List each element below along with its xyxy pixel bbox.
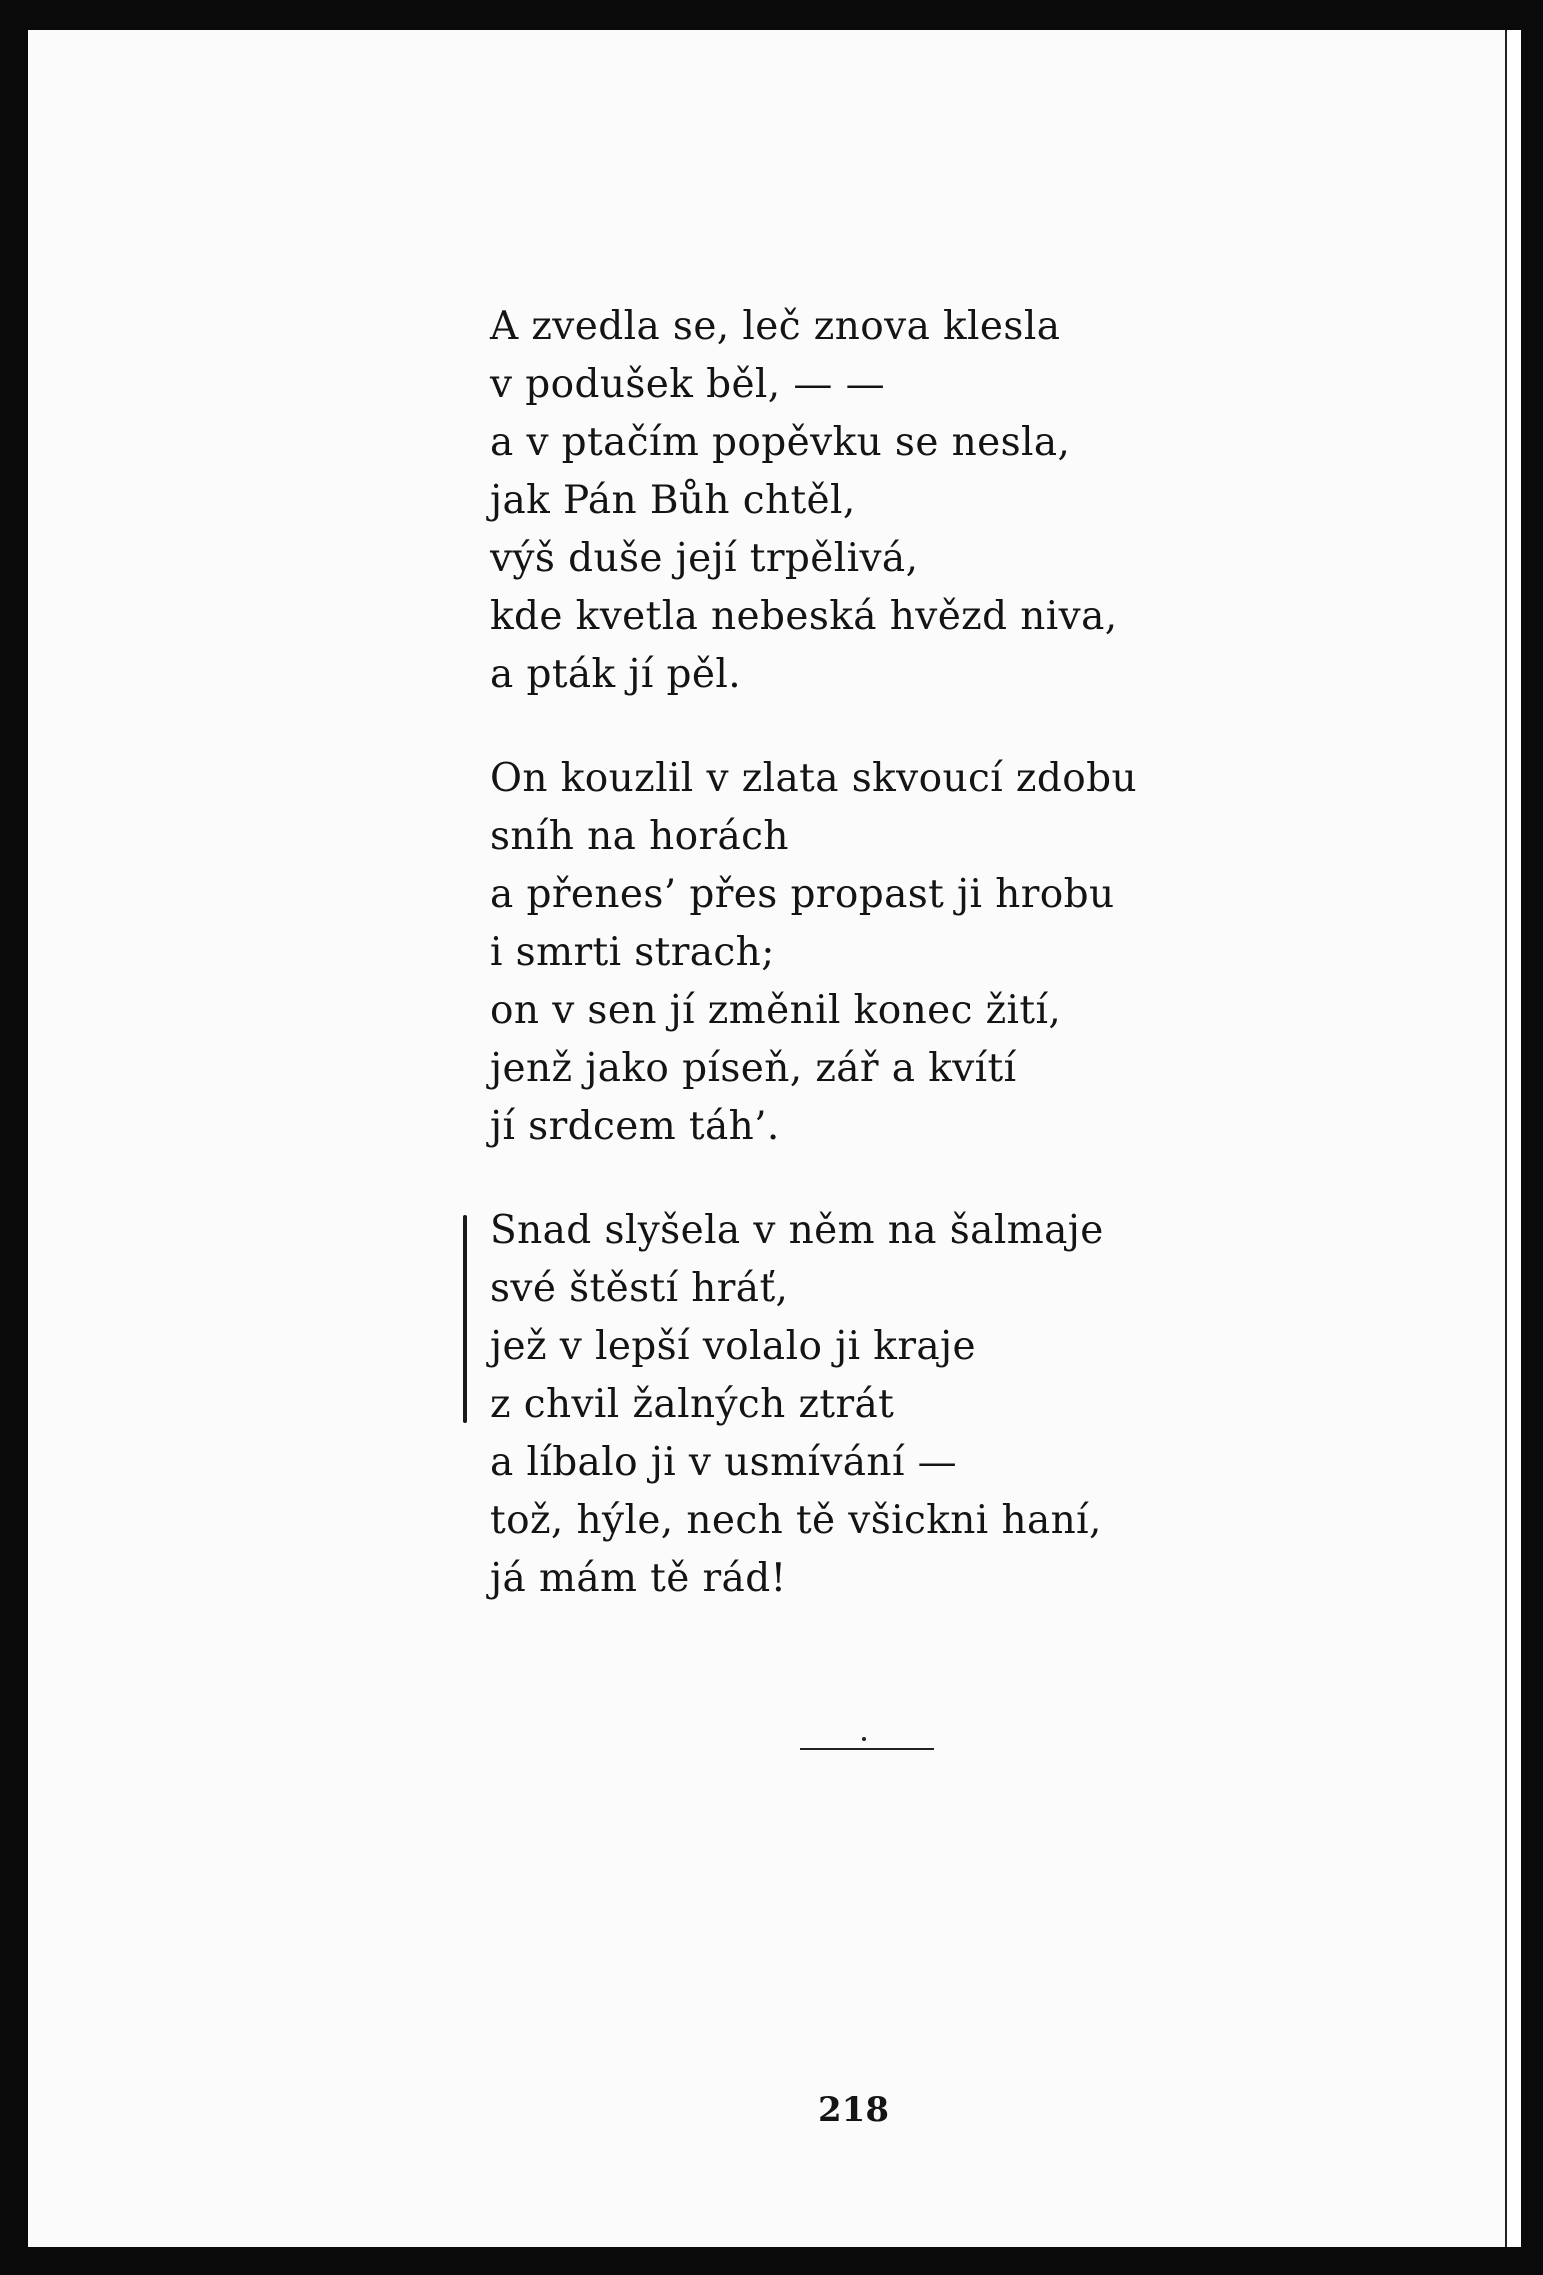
poem-line: své štěstí hráť, [490, 1266, 789, 1311]
page-edge [1505, 30, 1521, 2247]
poem-line: sníh na horách [490, 814, 789, 859]
book-page [28, 30, 1521, 2247]
end-rule-dot [862, 1737, 866, 1741]
poem-line: a v ptačím popěvku se nesla, [490, 420, 1071, 465]
poem-line: já mám tě rád! [490, 1556, 787, 1601]
poem-line: a pták jí pěl. [490, 652, 742, 697]
poem-line: jak Pán Bůh chtěl, [490, 478, 856, 523]
poem-line: z chvil žalných ztrát [490, 1382, 895, 1427]
page-number: 218 [818, 2090, 889, 2130]
poem-line: On kouzlil v zlata skvoucí zdobu [490, 756, 1137, 801]
stanza-2 [490, 750, 1250, 1156]
end-rule [800, 1748, 934, 1750]
poem-line: jenž jako píseň, zář a kvítí [490, 1046, 1017, 1091]
poem-line: A zvedla se, leč znova klesla [490, 304, 1061, 349]
poem-line: i smrti strach; [490, 930, 775, 975]
poem-line: kde kvetla nebeská hvězd niva, [490, 594, 1118, 639]
stanza-3 [490, 1202, 1250, 1608]
margin-mark [463, 1215, 467, 1423]
poem-line: v podušek běl, — — [490, 362, 885, 407]
poem-line: tož, hýle, nech tě všickni haní, [490, 1498, 1102, 1543]
poem-line: on v sen jí změnil konec žití, [490, 988, 1062, 1033]
poem-line: jež v lepší volalo ji kraje [490, 1324, 976, 1369]
stanza-1 [490, 298, 1250, 704]
poem-line: Snad slyšela v něm na šalmaje [490, 1208, 1104, 1253]
poem-line: a líbalo ji v usmívání — [490, 1440, 958, 1485]
poem-line: výš duše její trpělivá, [490, 536, 919, 581]
poem-line: jí srdcem táh’. [490, 1104, 780, 1149]
poem-line: a přenes’ přes propast ji hrobu [490, 872, 1115, 917]
poem [490, 298, 1250, 1608]
